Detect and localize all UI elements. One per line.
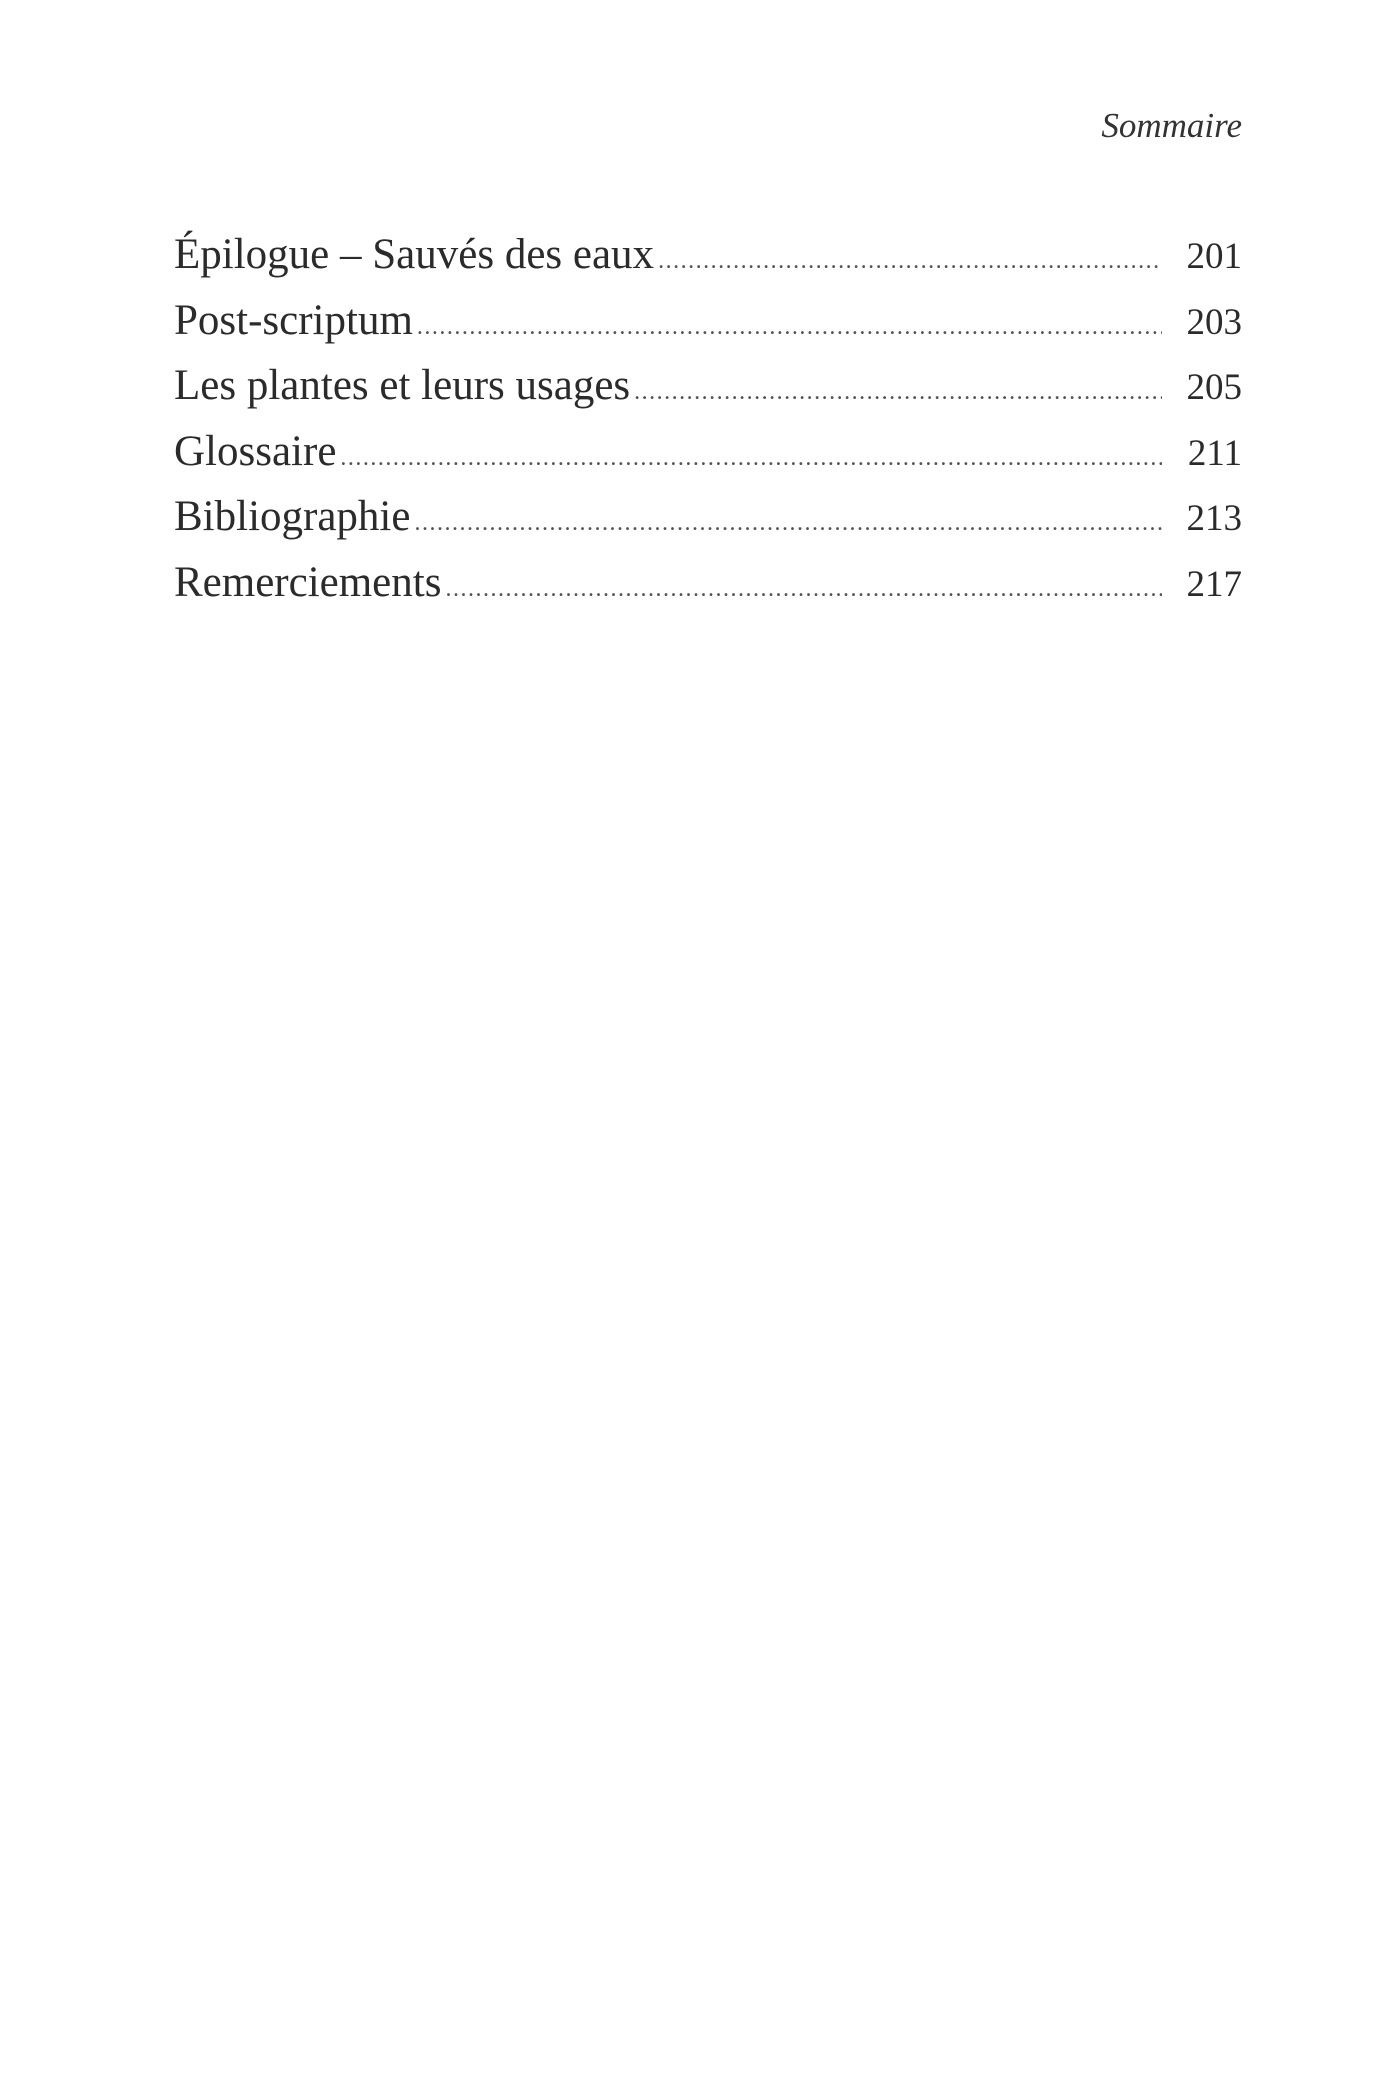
toc-entry-title: Post-scriptum xyxy=(174,296,413,344)
dot-leader xyxy=(658,229,1162,295)
toc-entry[interactable] xyxy=(174,353,1242,419)
table-of-contents xyxy=(174,222,1242,615)
toc-entry-title: Les plantes et leurs usages xyxy=(174,362,631,409)
toc-entry-page: 205 xyxy=(1186,367,1242,408)
toc-entry-title: Remerciements xyxy=(174,558,442,606)
toc-entry[interactable] xyxy=(174,222,1242,288)
toc-entry-page: 213 xyxy=(1186,498,1242,539)
dot-leader xyxy=(340,426,1162,492)
dot-leader xyxy=(417,295,1162,361)
toc-entry[interactable] xyxy=(174,484,1242,550)
dot-leader xyxy=(445,557,1162,623)
dot-leader xyxy=(634,360,1162,426)
toc-entry-title: Épilogue – Sauvés des eaux xyxy=(174,231,655,278)
toc-entry[interactable] xyxy=(174,288,1242,354)
toc-entry-page: 201 xyxy=(1186,236,1242,277)
toc-entry-page: 203 xyxy=(1186,301,1242,343)
toc-entry-page: 211 xyxy=(1187,432,1242,474)
dot-leader xyxy=(414,491,1162,557)
running-head: Sommaire xyxy=(1101,106,1242,145)
toc-entry-title: Glossaire xyxy=(174,427,337,475)
toc-entry-title: Bibliographie xyxy=(174,493,411,540)
toc-entry-page: 217 xyxy=(1186,563,1242,605)
toc-entry[interactable] xyxy=(174,419,1242,485)
toc-entry[interactable] xyxy=(174,550,1242,616)
